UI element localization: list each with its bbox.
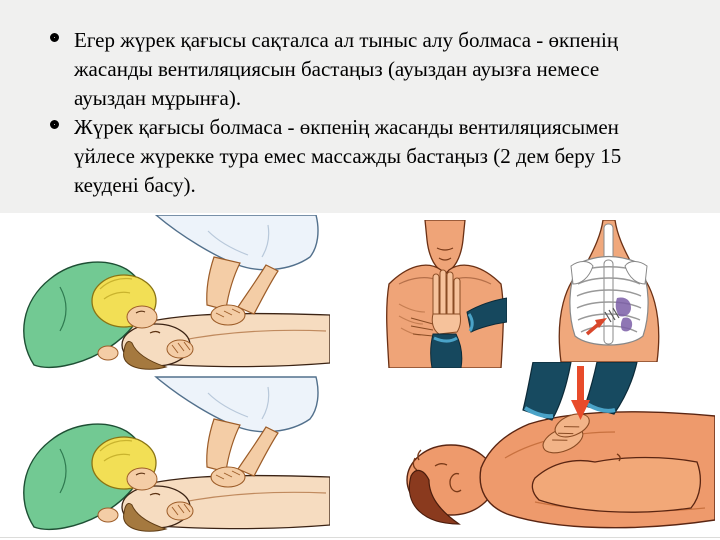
hand-position-illustration [383, 220, 507, 368]
bullet-text: Егер жүрек қағысы сақталса ал тыныс алу болмаса - өкпенің жасанды вентиляциясын бастаңыз (ауыздан ауызға немесе ауыздан мұрынға). [74, 28, 619, 110]
hand-position-svg [383, 220, 507, 368]
slide-bottom-rule [0, 537, 720, 538]
bullet-item [50, 26, 672, 113]
sternum-hand [432, 270, 460, 334]
bullet-ring-icon [50, 33, 59, 42]
ribcage-illustration [549, 220, 669, 362]
chest-compression-illustration [385, 362, 715, 534]
ribcage-svg [549, 220, 669, 362]
two-rescuer-cpr-illustration [8, 215, 330, 533]
two-rescuer-cpr-svg [8, 215, 330, 533]
cpr-panel-top [24, 215, 330, 369]
bullet-ring-icon [50, 120, 59, 129]
chest-compression-svg [385, 362, 715, 534]
bullet-item [50, 113, 672, 200]
compression-arrow-icon [571, 366, 590, 420]
bullet-list [50, 26, 672, 200]
cpr-panel-bottom [24, 377, 330, 531]
bullet-text: Жүрек қағысы болмаса - өкпенің жасанды вентиляциясымен үйлесе жүрекке тура емес массажды бастаңыз (2 дем беру 15 кеудені басу). [74, 115, 622, 197]
